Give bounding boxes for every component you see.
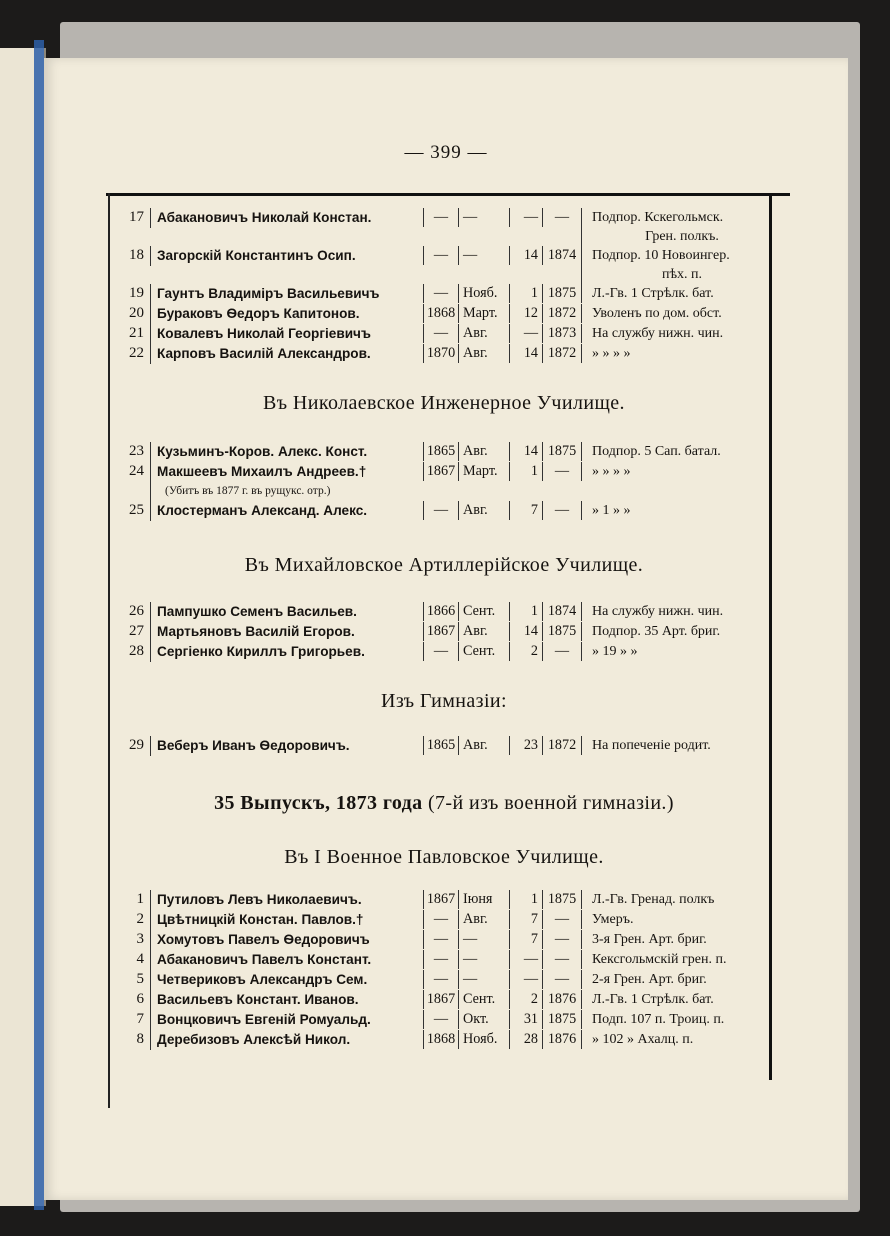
table-row xyxy=(114,736,774,756)
graduation-month: Сент. xyxy=(458,990,509,1009)
graduation-day: 14 xyxy=(509,246,542,265)
graduation-month: — xyxy=(458,950,509,969)
graduate-surname-name: Абакановичъ Николай Констан. xyxy=(157,210,372,225)
graduation-year: 1876 xyxy=(542,1030,581,1049)
table-row xyxy=(114,622,774,642)
graduate-name xyxy=(150,910,423,930)
table-row xyxy=(114,950,774,970)
assignment-text: » » » » xyxy=(592,346,631,361)
assignment-note xyxy=(581,950,772,969)
graduate-surname-name: Веберъ Иванъ Ѳедоровичъ. xyxy=(157,738,350,753)
admission-year: — xyxy=(423,1010,458,1029)
assignment-note xyxy=(581,890,772,909)
graduation-month: Авг. xyxy=(458,622,509,641)
section-heading-class-35 xyxy=(114,792,774,815)
row-number: 3 xyxy=(136,931,144,947)
graduate-surname-name: Васильевъ Констант. Иванов. xyxy=(157,992,359,1007)
admission-year: 1867 xyxy=(423,622,458,641)
admission-year: — xyxy=(423,950,458,969)
graduate-name xyxy=(150,622,423,642)
admission-year: — xyxy=(423,970,458,989)
table-row xyxy=(114,304,774,324)
assignment-note xyxy=(581,990,772,1009)
graduation-month: Нояб. xyxy=(458,1030,509,1049)
row-number: 29 xyxy=(129,737,144,753)
graduation-month: Авг. xyxy=(458,736,509,755)
graduation-day: — xyxy=(509,208,542,227)
graduation-year: — xyxy=(542,642,581,661)
row-number: 27 xyxy=(129,623,144,639)
assignment-text: На службу нижн. чин. xyxy=(592,604,724,619)
graduation-day: — xyxy=(509,324,542,343)
cover-edge xyxy=(34,40,44,1210)
graduate-surname-name: Мартьяновъ Василій Егоров. xyxy=(157,624,355,639)
graduation-day: 23 xyxy=(509,736,542,755)
graduation-day: 14 xyxy=(509,442,542,461)
assignment-note xyxy=(581,910,772,929)
row-number: 2 xyxy=(136,911,144,927)
graduation-year: 1875 xyxy=(542,284,581,303)
graduate-name xyxy=(150,1010,423,1030)
graduation-month: — xyxy=(458,970,509,989)
graduation-year: — xyxy=(542,501,581,520)
graduate-surname-name: Сергіенко Кириллъ Григорьев. xyxy=(157,644,365,659)
graduation-year: 1872 xyxy=(542,736,581,755)
row-number: 5 xyxy=(136,971,144,987)
graduation-day: 1 xyxy=(509,890,542,909)
row-number: 7 xyxy=(136,1011,144,1027)
assignment-note xyxy=(581,304,772,323)
assignment-note xyxy=(581,442,772,461)
graduation-year: — xyxy=(542,950,581,969)
graduation-year: 1875 xyxy=(542,1010,581,1029)
admission-year: — xyxy=(423,284,458,303)
table-row xyxy=(114,642,774,662)
graduate-surname-name: Клостерманъ Александ. Алекс. xyxy=(157,503,368,518)
graduation-year: 1872 xyxy=(542,344,581,363)
assignment-note xyxy=(581,736,772,755)
row-number: 22 xyxy=(129,345,144,361)
assignment-note xyxy=(581,1010,772,1029)
graduate-surname-name: Макшеевъ Михаилъ Андреев.† xyxy=(157,464,367,479)
graduation-year: 1873 xyxy=(542,324,581,343)
graduate-footnote: (Убитъ въ 1877 г. въ рущукс. отр.) xyxy=(165,485,331,497)
admission-year: 1870 xyxy=(423,344,458,363)
assignment-note xyxy=(581,284,772,303)
graduate-surname-name: Гаунтъ Владиміръ Васильевичъ xyxy=(157,286,380,301)
assignment-text-continued: пѣх. п. xyxy=(661,267,703,282)
assignment-text: » 102 » Ахалц. п. xyxy=(592,1032,694,1047)
graduate-surname-name: Четвериковъ Александръ Сем. xyxy=(157,972,368,987)
table-row xyxy=(114,930,774,950)
graduate-name xyxy=(150,442,423,462)
table-row xyxy=(114,910,774,930)
row-number: 28 xyxy=(129,643,144,659)
graduation-year: — xyxy=(542,208,581,227)
row-number: 4 xyxy=(136,951,144,967)
table-left-rule xyxy=(108,193,110,1108)
graduation-day: 28 xyxy=(509,1030,542,1049)
graduation-month: Март. xyxy=(458,462,509,481)
graduate-surname-name: Цвѣтницкій Констан. Павлов.† xyxy=(157,912,364,927)
row-number: 8 xyxy=(136,1031,144,1047)
graduates-group-1 xyxy=(114,208,774,364)
table-row xyxy=(114,344,774,364)
graduation-day: — xyxy=(509,950,542,969)
assignment-text: » 19 » » xyxy=(592,644,638,659)
graduation-year: — xyxy=(542,930,581,949)
assignment-note xyxy=(581,501,772,520)
graduation-month: Авг. xyxy=(458,442,509,461)
graduate-name xyxy=(150,462,423,501)
graduate-name xyxy=(150,642,423,662)
graduate-surname-name: Кузьминъ-Коров. Алекс. Конст. xyxy=(157,444,368,459)
graduation-day: 7 xyxy=(509,501,542,520)
admission-year: 1867 xyxy=(423,990,458,1009)
assignment-note xyxy=(581,602,772,621)
row-number: 17 xyxy=(129,209,144,225)
assignment-text: Л.-Гв. 1 Стрѣлк. бат. xyxy=(592,992,714,1007)
graduation-day: 14 xyxy=(509,622,542,641)
assignment-text: » » » » xyxy=(592,464,631,479)
graduate-name xyxy=(150,990,423,1010)
table-row xyxy=(114,324,774,344)
assignment-note xyxy=(581,208,772,246)
graduate-name xyxy=(150,736,423,756)
row-number: 6 xyxy=(136,991,144,1007)
graduate-name xyxy=(150,344,423,364)
admission-year: 1868 xyxy=(423,304,458,323)
graduate-name xyxy=(150,930,423,950)
assignment-text: 3-я Грен. Арт. бриг. xyxy=(592,932,707,947)
graduation-year: — xyxy=(542,910,581,929)
graduate-name xyxy=(150,246,423,266)
admission-year: 1867 xyxy=(423,462,458,481)
graduation-day: 1 xyxy=(509,602,542,621)
graduation-month: Авг. xyxy=(458,324,509,343)
graduation-month: Авг. xyxy=(458,344,509,363)
row-number: 19 xyxy=(129,285,144,301)
graduation-month: Іюня xyxy=(458,890,509,909)
assignment-text: Л.-Гв. 1 Стрѣлк. бат. xyxy=(592,286,714,301)
assignment-note xyxy=(581,930,772,949)
admission-year: — xyxy=(423,208,458,227)
graduation-month: Март. xyxy=(458,304,509,323)
table-row xyxy=(114,602,774,622)
graduate-surname-name: Бураковъ Ѳедоръ Капитонов. xyxy=(157,306,360,321)
graduation-month: Авг. xyxy=(458,910,509,929)
graduation-day: 7 xyxy=(509,910,542,929)
graduates-group-3 xyxy=(114,602,774,662)
graduation-day: 7 xyxy=(509,930,542,949)
graduation-month: — xyxy=(458,208,509,227)
admission-year: — xyxy=(423,910,458,929)
graduate-name xyxy=(150,1030,423,1050)
table-row xyxy=(114,442,774,462)
admission-year: 1867 xyxy=(423,890,458,909)
assignment-note xyxy=(581,344,772,363)
row-number: 20 xyxy=(129,305,144,321)
class-35-title: 35 Выпускъ, 1873 года xyxy=(214,792,423,814)
graduation-year: 1874 xyxy=(542,246,581,265)
graduation-year: — xyxy=(542,970,581,989)
graduation-day: 2 xyxy=(509,642,542,661)
row-number: 25 xyxy=(129,502,144,518)
graduation-day: 31 xyxy=(509,1010,542,1029)
assignment-text: Подпор. Кскегольмск. xyxy=(592,210,724,225)
graduate-name xyxy=(150,304,423,324)
assignment-text: Подпор. 10 Новоингер. xyxy=(592,248,730,263)
graduate-name xyxy=(150,890,423,910)
graduate-name xyxy=(150,324,423,344)
page-number: — 399 — xyxy=(404,142,488,163)
graduation-month: — xyxy=(458,930,509,949)
graduates-group-2 xyxy=(114,442,774,521)
graduate-name xyxy=(150,284,423,304)
graduate-surname-name: Путиловъ Левъ Николаевичъ. xyxy=(157,892,362,907)
assignment-text: Подпор. 35 Арт. бриг. xyxy=(592,624,721,639)
table-row xyxy=(114,462,774,501)
admission-year: 1866 xyxy=(423,602,458,621)
assignment-text: Л.-Гв. Гренад. полкъ xyxy=(592,892,715,907)
admission-year: — xyxy=(423,324,458,343)
graduate-surname-name: Деребизовъ Алексѣй Никол. xyxy=(157,1032,351,1047)
admission-year: 1868 xyxy=(423,1030,458,1049)
graduate-surname-name: Ковалевъ Николай Георгіевичъ xyxy=(157,326,371,341)
graduation-day: 2 xyxy=(509,990,542,1009)
assignment-note xyxy=(581,246,772,284)
assignment-text: Умеръ. xyxy=(592,912,634,927)
assignment-note xyxy=(581,1030,772,1049)
graduates-group-5 xyxy=(114,890,774,1050)
table-row xyxy=(114,246,774,284)
graduation-day: 1 xyxy=(509,462,542,481)
assignment-note xyxy=(581,642,772,661)
section-heading-gymnasium: Изъ Гимназіи: xyxy=(380,690,507,712)
admission-year: 1865 xyxy=(423,442,458,461)
row-number: 26 xyxy=(129,603,144,619)
graduates-group-4 xyxy=(114,736,774,756)
row-number: 21 xyxy=(129,325,144,341)
row-number: 24 xyxy=(129,463,144,479)
assignment-text: » 1 » » xyxy=(592,503,631,518)
graduation-year: 1872 xyxy=(542,304,581,323)
admission-year: — xyxy=(423,930,458,949)
table-row xyxy=(114,890,774,910)
assignment-text: Подпор. 5 Сап. батал. xyxy=(592,444,721,459)
assignment-text: Уволенъ по дом. обст. xyxy=(592,306,722,321)
assignment-note xyxy=(581,970,772,989)
graduate-surname-name: Вонцковичъ Евгеній Ромуальд. xyxy=(157,1012,371,1027)
admission-year: 1865 xyxy=(423,736,458,755)
assignment-text: Подп. 107 п. Троиц. п. xyxy=(592,1012,725,1027)
table-row xyxy=(114,208,774,246)
section-heading-engineering: Въ Николаевское Инженерное Училище. xyxy=(263,392,625,414)
admission-year: — xyxy=(423,642,458,661)
assignment-text: На службу нижн. чин. xyxy=(592,326,724,341)
assignment-note xyxy=(581,324,772,343)
graduation-year: 1875 xyxy=(542,622,581,641)
row-number: 1 xyxy=(136,891,144,907)
assignment-text-continued: Грен. полкъ. xyxy=(645,229,719,244)
assignment-text: Кексгольмскій грен. п. xyxy=(592,952,727,967)
table-row xyxy=(114,990,774,1010)
section-heading-pavlovsk: Въ I Военное Павловское Училище. xyxy=(284,846,604,868)
table-row xyxy=(114,501,774,521)
graduate-name xyxy=(150,950,423,970)
admission-year: — xyxy=(423,246,458,265)
admission-year: — xyxy=(423,501,458,520)
graduation-day: 12 xyxy=(509,304,542,323)
table-row xyxy=(114,970,774,990)
graduate-surname-name: Пампушко Семенъ Васильев. xyxy=(157,604,357,619)
graduation-month: Сент. xyxy=(458,642,509,661)
graduate-name xyxy=(150,970,423,990)
table-top-rule xyxy=(106,193,790,196)
section-heading-artillery: Въ Михайловское Артиллерійское Училище. xyxy=(244,554,644,576)
graduation-day: — xyxy=(509,970,542,989)
graduation-month: Авг. xyxy=(458,501,509,520)
table-row xyxy=(114,284,774,304)
class-35-subtitle: (7-й изъ военной гимназіи.) xyxy=(422,792,674,814)
graduate-name xyxy=(150,602,423,622)
table-row xyxy=(114,1030,774,1050)
book-page xyxy=(44,58,848,1200)
graduate-surname-name: Хомутовъ Павелъ Ѳедоровичъ xyxy=(157,932,370,947)
graduate-surname-name: Загорскій Константинъ Осип. xyxy=(157,248,356,263)
graduation-day: 1 xyxy=(509,284,542,303)
table-row xyxy=(114,1010,774,1030)
graduation-month: Окт. xyxy=(458,1010,509,1029)
graduation-month: Нояб. xyxy=(458,284,509,303)
graduate-surname-name: Абакановичъ Павелъ Констант. xyxy=(157,952,372,967)
graduation-year: 1874 xyxy=(542,602,581,621)
graduate-name xyxy=(150,208,423,228)
graduation-year: — xyxy=(542,462,581,481)
graduation-year: 1875 xyxy=(542,442,581,461)
graduation-month: Сент. xyxy=(458,602,509,621)
row-number: 23 xyxy=(129,443,144,459)
graduation-year: 1876 xyxy=(542,990,581,1009)
row-number: 18 xyxy=(129,247,144,263)
assignment-text: На попеченіе родит. xyxy=(592,738,711,753)
graduate-surname-name: Карповъ Василій Александров. xyxy=(157,346,371,361)
graduation-year: 1875 xyxy=(542,890,581,909)
graduation-day: 14 xyxy=(509,344,542,363)
graduate-name xyxy=(150,501,423,521)
assignment-text: 2-я Грен. Арт. бриг. xyxy=(592,972,707,987)
assignment-note xyxy=(581,622,772,641)
assignment-note xyxy=(581,462,772,481)
graduation-month: — xyxy=(458,246,509,265)
